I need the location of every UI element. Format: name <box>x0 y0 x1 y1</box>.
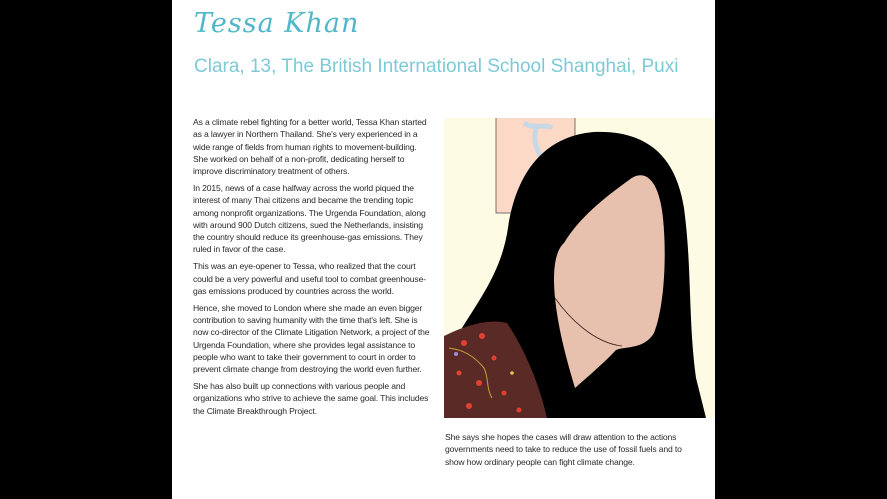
paragraph: She has also built up connections with various people and organizations who strive to achieve the same goal. This includes the Climate Breakthrough Project. <box>193 380 429 416</box>
author-byline: Clara, 13, The British International School Shanghai, Puxi <box>194 56 679 77</box>
article-body <box>193 116 433 421</box>
paragraph: This was an eye-opener to Tessa, who realized that the court could be a very powerful and useful tool to combat greenhouse-gas emissions produced by countries across the world. <box>193 261 426 296</box>
portrait-illustration <box>444 118 715 418</box>
illustration-caption: She says she hopes the cases will draw attention to the actions governments need to take to reduce the use of fossil fuels and to show how ordinary people can fight climate change. <box>445 432 682 467</box>
paragraph: As a climate rebel fighting for a better world, Tessa Khan started as a lawyer in Northern Thailand. She's very experienced in a wide range of fields from human rights to movement-building. She worked on behalf of a non-profit, dedicating herself to improve discriminatory treatment of others. <box>193 117 427 177</box>
document-page <box>172 0 715 499</box>
paragraph: In 2015, news of a case halfway across the world piqued the interest of many Thai citizens and became the trending topic among nonprofit organizations. The Urgenda Foundation, along with around 900 Dutch citizens, sued the Netherlands, insisting the country should reduce its greenhouse-gas emissions. They ruled in favor of the case. <box>193 182 426 255</box>
page-title: Tessa Khan <box>194 8 360 39</box>
paragraph: Hence, she moved to London where she made an even bigger contribution to saving humanity with the time that's left. She is now co-director of the Climate Litigation Network, a project of the Urgenda Foundation, where she provides legal assistance to people who want to take their government to court in order to prevent climate change from destroying the world even further. <box>193 302 430 375</box>
